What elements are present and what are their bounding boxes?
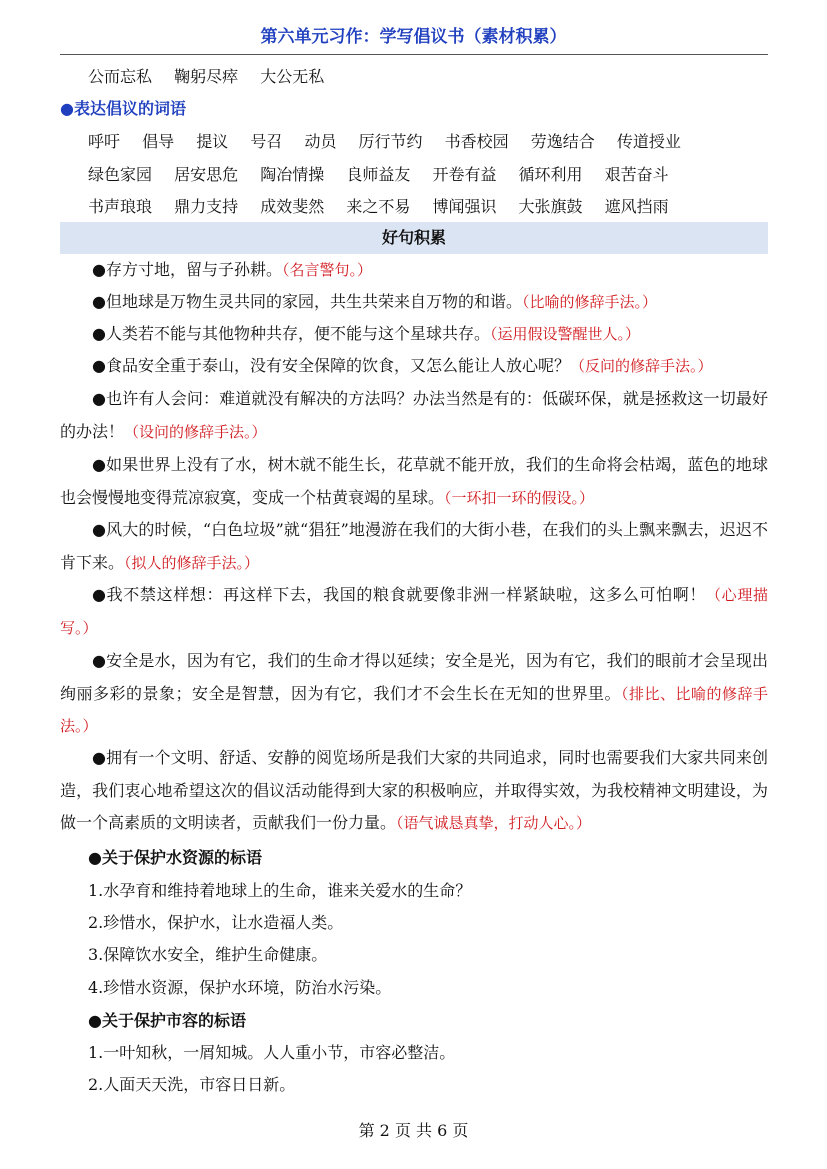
water-slogan-item: 1.水孕育和维持着地球上的生命，谁来关爱水的生命？ [88,881,472,900]
word-item: 遮风挡雨 [604,197,669,216]
sentence-6 [60,449,768,514]
word-item: 传道授业 [616,132,681,151]
word-item: 呼吁 [88,132,121,151]
word-item: 倡导 [142,132,175,151]
word-item: 良师益友 [346,165,411,184]
sentence-note: （排比、比喻的修辞手法。） [60,684,768,735]
sentence-note: （反问的修辞手法。） [569,357,713,375]
sentence-text: ●食品安全重于泰山，没有安全保障的饮食，又怎么能让人放心呢？ [92,356,570,375]
word-item: 大公无私 [260,67,325,86]
header-divider [60,54,768,55]
sentence-9 [60,645,768,743]
sentence-text: ●也许有人会问：难道就没有解决的方法吗？办法当然是有的：低碳环保，就是拯救这一切最好的办法！ [60,389,768,441]
sentence-text: ●风大的时候，“白色垃圾”就“猖狂”地漫游在我们的大街小巷，在我们的头上飘来飘去，迟迟不肯下来。 [60,520,768,572]
top-word-row [88,64,341,87]
city-slogans-title: ●关于保护市容的标语 [88,1011,246,1030]
water-slogan-item: 3.保障饮水安全，维护生命健康。 [88,945,328,964]
sentence-10 [60,742,768,840]
sentence-text: ●存方寸地，留与子孙耕。 [92,260,282,279]
word-item: 提议 [196,132,229,151]
sentence-2 [60,286,768,319]
sentence-text: ●但地球是万物生灵共同的家园，共生共荣来自万物的和谐。 [92,292,522,311]
sentence-4 [60,350,768,383]
word-row-3 [88,194,686,217]
sentence-5 [60,383,768,448]
sentence-text: ●安全是水，因为有它，我们的生命才得以延续；安全是光，因为有它，我们的眼前才会呈现出绚丽多彩的景象；安全是智慧，因为有它，我们才不会生长在无知的世界里。 [60,651,768,703]
sentence-text: ●我不禁这样想：再这样下去，我国的粮食就要像非洲一样紧缺啦，这多么可怕啊！ [92,585,707,604]
sentence-note: （运用假设警醒世人。） [489,325,640,343]
word-item: 书声琅琅 [88,197,153,216]
sentence-text: ●拥有一个文明、舒适、安静的阅览场所是我们大家的共同追求，同时也需要我们大家共同来创造，我们衷心地希望这次的倡议活动能得到大家的积极响应，并取得实效，为我校精神文明建设，为做一个高素质的文明读者，贡献我们一份力量。 [60,748,768,832]
city-slogan-item: 2.人面天天洗，市容日日新。 [88,1075,296,1094]
word-item: 居安思危 [174,165,239,184]
sentence-8 [60,579,768,644]
sentence-note: （拟人的修辞手法。） [124,553,260,572]
water-slogan-item: 4.珍惜水资源，保护水环境，防治水污染。 [88,978,392,997]
sentence-note: （心理描写。） [60,586,768,637]
sentence-text: ●如果世界上没有了水，树木就不能生长，花草就不能开放，我们的生命将会枯竭，蓝色的地球也会慢慢地变得荒凉寂寞，变成一个枯黄衰竭的星球。 [60,455,768,507]
word-item: 绿色家园 [88,165,153,184]
section-heading-proposal-words: ●表达倡议的词语 [60,99,186,118]
sentence-1 [60,254,768,287]
sentence-note: （设问的修辞手法。） [124,422,267,441]
word-row-2 [88,162,686,185]
word-item: 博闻强识 [432,197,497,216]
sentence-note: （一环扣一环的假设。） [444,488,595,507]
word-item: 成效斐然 [260,197,325,216]
word-item: 循环利用 [518,165,583,184]
water-slogan-item: 2.珍惜水，保护水，让水造福人类。 [88,913,344,932]
word-item: 劳逸结合 [530,132,595,151]
word-item: 厉行节约 [358,132,423,151]
sentence-note: （语气诚恳真挚，打动人心。） [396,814,592,832]
sentence-text: ●人类若不能与其他物种共存，便不能与这个星球共存。 [92,324,490,343]
word-item: 动员 [304,132,337,151]
word-item: 号召 [250,132,283,151]
word-item: 来之不易 [346,197,411,216]
word-item: 公而忘私 [88,67,153,86]
word-item: 书香校园 [444,132,509,151]
word-item: 陶冶情操 [260,165,325,184]
word-item: 开卷有益 [432,165,497,184]
sentence-note: （名言警句。） [281,261,372,279]
water-slogans-title: ●关于保护水资源的标语 [88,848,262,867]
word-item: 艰苦奋斗 [604,165,669,184]
word-item: 鞠躬尽瘁 [174,67,239,86]
word-item: 大张旗鼓 [518,197,583,216]
sentence-7 [60,514,768,579]
sentence-note: （比喻的修辞手法。） [521,293,657,311]
word-row-1 [88,129,698,152]
page-number: 第 2 页 共 6 页 [358,1121,469,1140]
section-band-good-sentences: 好句积累 [60,222,768,254]
word-item: 鼎力支持 [174,197,239,216]
sentence-3 [60,318,768,351]
page-header-title: 第六单元习作：学写倡议书（素材积累） [260,27,567,47]
city-slogan-item: 1.一叶知秋，一屑知城。人人重小节，市容必整洁。 [88,1043,456,1062]
